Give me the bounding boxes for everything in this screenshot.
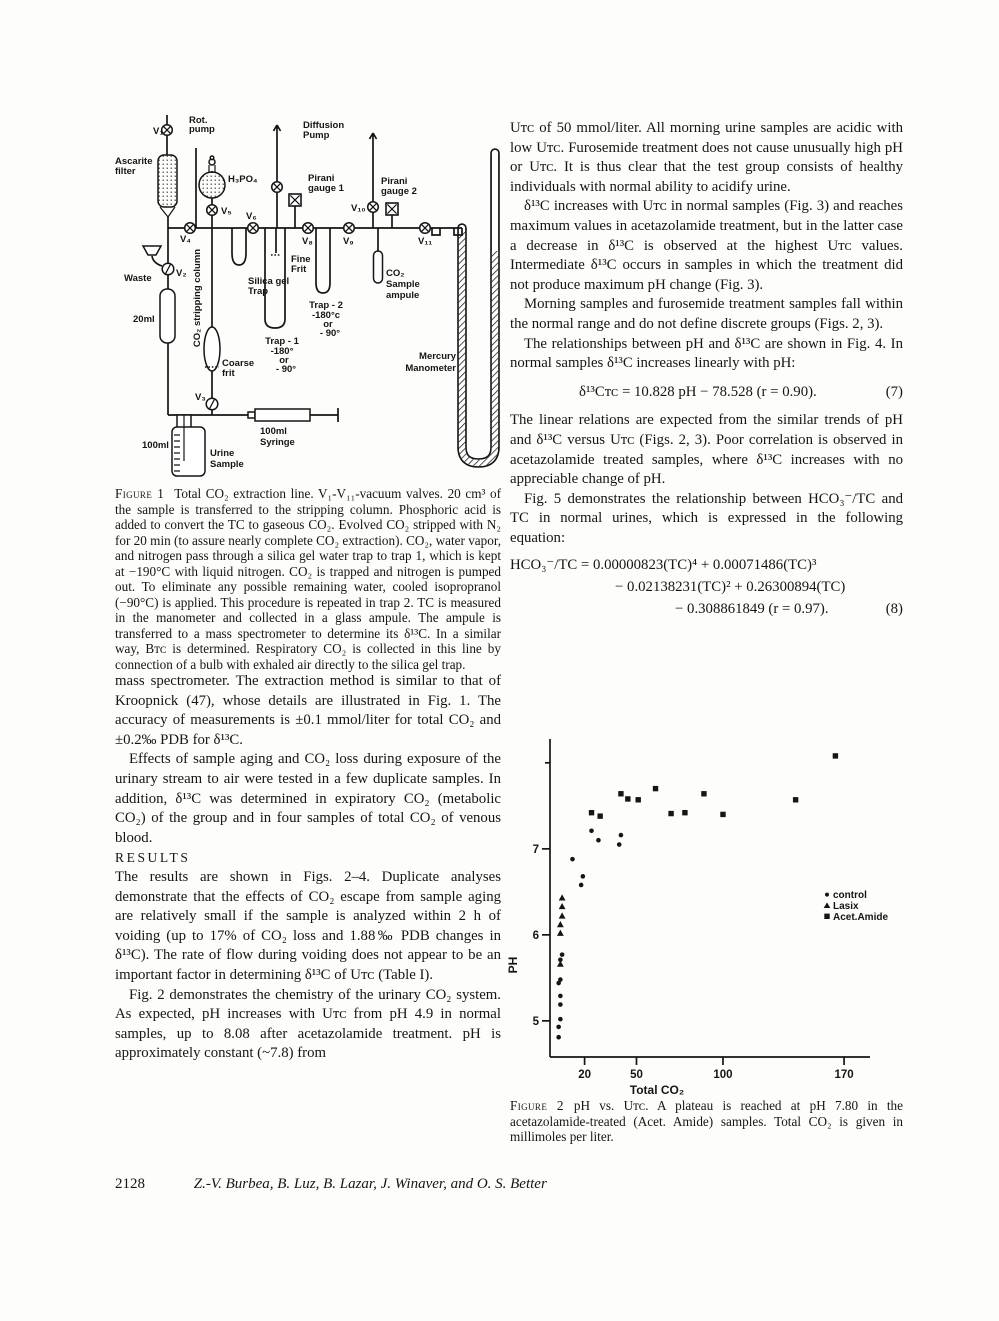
valve-v4	[185, 223, 196, 234]
label-v4: V₄	[180, 234, 191, 245]
label-v2: V₂	[176, 268, 187, 279]
figure1-caption-label: Figure 1	[115, 486, 165, 501]
svg-text:Frit: Frit	[291, 264, 307, 275]
equation-7-number: (7)	[885, 383, 903, 400]
data-point-Acet.Amide	[636, 797, 641, 802]
data-point-Acet.Amide	[682, 810, 687, 815]
data-point-Acet.Amide	[793, 797, 798, 802]
figure1-caption: Figure 1 Total CO₂ extraction line. V₁-V₁₁-vacuum valves. 20 cm³ of the sample is transferred to the stripping column. Phosphoric acid is added to convert the TC to gaseous CO₂. Evolved CO₂ stripped with N₂ for 20 min (to assure nearly complete CO₂ extraction). CO₂, water vapor, and nitrogen pass through a silica gel water trap to trap 1, which is kept at −190°C with liquid nitrogen. CO₂ is trapped and nitrogen is pumped out. To eliminate any possible remaining water, cooled isopropranol (−90°C) is applied. This procedure is repeated in trap 2. TC is measured in the manometer and collected in a glass ampule. The ampule is transferred to a mass spectrometer to determine its δ¹³C. In a similar way, Bᴛᴄ is determined. Respiratory CO₂ is collected in this line by connection of a bulb with exhaled air directly to the silica gel trap.	[115, 486, 502, 672]
paragraph-d13c-increase: δ¹³C increases with Uᴛᴄ in normal samples (Fig. 3) and reaches maximum values in acetazolamide treatment, but in the latter case a decrease in δ¹³C is observed at the highest Uᴛᴄ values. Intermediate δ¹³C occurs in samples in which the treatment did not produce maximum pH change (Fig. 3).	[510, 198, 903, 293]
data-point-Lasix	[559, 894, 566, 900]
svg-text:-180°: -180°	[270, 346, 294, 357]
equation-8-line1: HCO₃⁻/TC = 0.00000823(TC)⁴ + 0.00071486(TC)³	[510, 557, 817, 574]
data-point-Lasix	[559, 912, 566, 918]
pirani-gauge-2-icon	[386, 203, 398, 215]
paragraph-mass-spectrometer: mass spectrometer. The extraction method is similar to that of Kroopnick (47), whose details are illustrated in Fig. 1. The accuracy of measurements is ±0.1 mmol/liter for total CO₂ and ±0.2‰ PDB for δ¹³C.	[115, 673, 501, 748]
equation-8-line2: − 0.02138231(TC)² + 0.26300894(TC)	[615, 579, 846, 596]
valve-v9	[344, 223, 355, 234]
paragraph-utc: Uᴛᴄ of 50 mmol/liter. All morning urine samples are acidic with low Uᴛᴄ. Furosemide treatment does not cause unusually high pH or Uᴛᴄ. It is thus clear that the test group consists of healthy individuals with normal ability to acidify urine.	[510, 120, 903, 195]
data-point-control	[619, 833, 624, 838]
figure2-caption-label: Figure 2	[510, 1098, 564, 1113]
legend-label-lasix: Lasix	[833, 901, 859, 912]
urine-sample-bottle	[172, 415, 205, 476]
label-20ml: 20ml	[133, 314, 155, 325]
paragraph-fig5: Fig. 5 demonstrates the relationship between HCO₃⁻/TC and TC in normal urines, which is expressed in the following equation:	[510, 490, 903, 546]
svg-text:filter: filter	[115, 166, 136, 177]
data-point-Acet.Amide	[618, 791, 623, 796]
equation-8	[510, 556, 903, 619]
data-point-control	[570, 857, 575, 862]
label-silica-gel-trap: Silica gel	[248, 276, 290, 287]
page-footer	[115, 1176, 905, 1193]
svg-text:- 90°: - 90°	[319, 328, 341, 339]
page-number: 2128	[115, 1176, 145, 1192]
waste-funnel	[143, 246, 161, 255]
equation-8-number: (8)	[885, 600, 903, 617]
pirani-gauge-1-icon	[289, 194, 301, 206]
label-syringe: 100ml	[260, 426, 287, 437]
data-point-control	[558, 1017, 563, 1022]
paragraph-results-1: The results are shown in Figs. 2–4. Duplicate analyses demonstrate that the effects of CO₂ escape from sample aging are relatively small if the sample is analyzed within 2 h of voiding (up to 17% of CO₂ loss and 1.88‰ PDB changes in δ¹³C). The rate of flow during voiding does not appear to be an important factor in determining δ¹³C of Uᴛᴄ (Table I).	[115, 868, 501, 983]
data-point-Acet.Amide	[720, 812, 725, 817]
data-point-Lasix	[557, 921, 564, 927]
svg-text:gauge 2: gauge 2	[381, 186, 417, 197]
y-tick-label: 6	[532, 929, 539, 942]
valve-v2	[162, 263, 174, 275]
svg-text:Sample: Sample	[386, 279, 420, 290]
label-urine-sample: Urine	[210, 448, 235, 459]
data-point-Lasix	[557, 930, 564, 936]
legend-marker-lasix	[824, 902, 831, 908]
paragraph-results-2: Fig. 2 demonstrates the chemistry of the urinary CO₂ system. As expected, pH increases with Uᴛᴄ from pH 4.9 in normal samples, up to 8.08 after acetazolamide treatment. pH is approximately constant (~7.8) from	[115, 986, 501, 1062]
label-ascarite-filter: Ascarite	[115, 156, 153, 167]
burette-20ml	[160, 289, 175, 343]
label-v11: V₁₁	[418, 236, 433, 247]
label-v5: V₅	[221, 206, 232, 217]
svg-text:or: or	[323, 319, 333, 330]
valve-v8	[303, 223, 314, 234]
label-co2-sample-ampule: CO₂	[386, 268, 405, 279]
svg-text:Sample: Sample	[210, 459, 244, 470]
data-point-Acet.Amide	[668, 811, 673, 816]
label-v10: V₁₀	[351, 203, 366, 214]
svg-text:- 90°: - 90°	[275, 364, 297, 375]
mercury-manometer	[462, 153, 495, 463]
paragraph-linear-relations: The linear relations are expected from the similar trends of pH and δ¹³C versus Uᴛᴄ (Figs. 2, 3). Poor correlation is observed in acetazolamide treated samples, where δ¹³C increases with no appreciable change of pH.	[510, 412, 903, 488]
figure1-diagram	[110, 103, 510, 483]
label-rot-pump: Rot.	[189, 115, 208, 126]
data-point-Acet.Amide	[701, 791, 706, 796]
left-column	[115, 486, 501, 1064]
label-diffusion-pump: Diffusion	[303, 120, 345, 131]
legend-label-control: control	[833, 890, 867, 901]
legend-label-acetamide: Acet.Amide	[833, 912, 889, 923]
data-point-control	[556, 1035, 561, 1040]
y-tick-label: 7	[532, 843, 539, 856]
data-point-control	[596, 838, 601, 843]
x-tick-label: 100	[713, 1069, 733, 1081]
svg-text:ampule: ampule	[386, 290, 420, 301]
svg-text:gauge 1: gauge 1	[308, 183, 344, 194]
x-tick-label: 50	[630, 1069, 643, 1081]
valve-v11	[420, 223, 431, 234]
paragraph-relationships: The relationships between pH and δ¹³C are shown in Fig. 4. In normal samples δ¹³C increases linearly with pH:	[510, 335, 903, 372]
co2-sample-ampule	[374, 251, 383, 283]
data-point-control	[558, 977, 563, 982]
data-point-control	[558, 1002, 563, 1007]
ascarite-filter	[158, 155, 177, 217]
label-v3: V₃	[195, 392, 206, 403]
data-point-control	[556, 1025, 561, 1030]
legend-marker-control	[825, 893, 829, 897]
data-point-control	[589, 828, 594, 833]
svg-text:-180°c: -180°c	[311, 310, 341, 321]
figure2-caption-block	[510, 1098, 903, 1159]
data-point-control	[558, 994, 563, 999]
label-fine-frit: Fine	[291, 254, 311, 265]
x-axis-label: Total CO₂	[629, 1083, 685, 1095]
valve-v1	[162, 125, 173, 136]
label-trap-2: Trap - 2	[309, 300, 343, 311]
figure2-legend	[824, 890, 889, 923]
data-point-control	[579, 883, 584, 888]
valve-v5	[207, 205, 218, 216]
label-coarse-frit: Coarse	[222, 358, 255, 369]
equation-7	[510, 383, 903, 403]
data-point-control	[581, 874, 586, 879]
data-point-control	[560, 952, 565, 957]
label-stripping-column: CO₂ stripping column	[192, 248, 203, 348]
x-tick-label: 170	[834, 1069, 854, 1081]
equation-7-body: δ¹³Cᴛᴄ = 10.828 pH − 78.528 (r = 0.90).	[579, 383, 817, 400]
data-point-Acet.Amide	[625, 796, 630, 801]
syringe	[248, 408, 338, 422]
label-v1: V₁	[153, 126, 164, 137]
data-point-Acet.Amide	[597, 813, 602, 818]
svg-text:or: or	[279, 355, 289, 366]
results-heading: RESULTS	[115, 850, 191, 866]
label-trap-1: Trap - 1	[265, 336, 299, 347]
label-v8: V₈	[302, 236, 313, 247]
data-point-Acet.Amide	[589, 810, 594, 815]
stripping-column-bulge	[204, 327, 220, 371]
svg-text:Pump: Pump	[303, 130, 330, 141]
legend-marker-acetamide	[824, 914, 829, 919]
label-bottle-100ml: 100ml	[142, 440, 169, 451]
paragraph-morning-samples: Morning samples and furosemide treatment samples fall within the normal range and do not define discrete groups (Figs. 2, 3).	[510, 296, 903, 332]
label-mercury-manometer: Mercury	[419, 351, 456, 362]
y-axis-label: PH	[506, 956, 520, 974]
label-v6: V₆	[246, 211, 257, 222]
right-column	[510, 119, 903, 621]
data-point-Acet.Amide	[653, 786, 658, 791]
svg-text:Trap: Trap	[248, 286, 269, 297]
svg-text:Manometer: Manometer	[405, 363, 456, 374]
data-point-Lasix	[557, 961, 564, 967]
svg-text:Syringe: Syringe	[260, 437, 295, 448]
label-v9: V₉	[343, 236, 354, 247]
figure2-chart	[505, 737, 905, 1095]
valve-v10	[368, 202, 379, 213]
figure2-caption: Figure 2 pH vs. Uᴛᴄ. A plateau is reached at pH 7.80 in the acetazolamide-treated (Acet. Amide) samples. Total CO₂ is given in millimoles per liter.	[510, 1098, 903, 1144]
y-tick-label: 5	[532, 1015, 539, 1028]
label-pirani-gauge-1: Pirani	[308, 173, 335, 184]
label-waste: Waste	[124, 273, 152, 284]
data-point-control	[617, 842, 622, 847]
paragraph-effects: Effects of sample aging and CO₂ loss during exposure of the urinary stream to air were tested in a few duplicate samples. In addition, δ¹³C was determined in expiratory CO₂ (metabolic CO₂) of the group and in four samples of total CO₂ of venous blood.	[115, 751, 501, 846]
figure2-points	[556, 753, 838, 1039]
svg-text:pump: pump	[189, 124, 215, 135]
equation-8-line3: − 0.308861849 (r = 0.97). (8)	[510, 600, 903, 620]
footer-authors: Z.-V. Burbea, B. Luz, B. Lazar, J. Winaver, and O. S. Better	[193, 1176, 547, 1192]
diffusion-pump-valve	[272, 182, 283, 193]
valve-v6	[248, 223, 259, 234]
data-point-Acet.Amide	[833, 753, 838, 758]
label-pirani-gauge-2: Pirani	[381, 176, 408, 187]
label-h3po4: H₃PO₄	[228, 174, 258, 185]
svg-text:frit: frit	[222, 368, 235, 379]
valve-v3	[206, 398, 218, 410]
x-tick-label: 20	[578, 1069, 591, 1081]
h3po4-flask	[199, 156, 225, 198]
data-point-Lasix	[559, 903, 566, 909]
